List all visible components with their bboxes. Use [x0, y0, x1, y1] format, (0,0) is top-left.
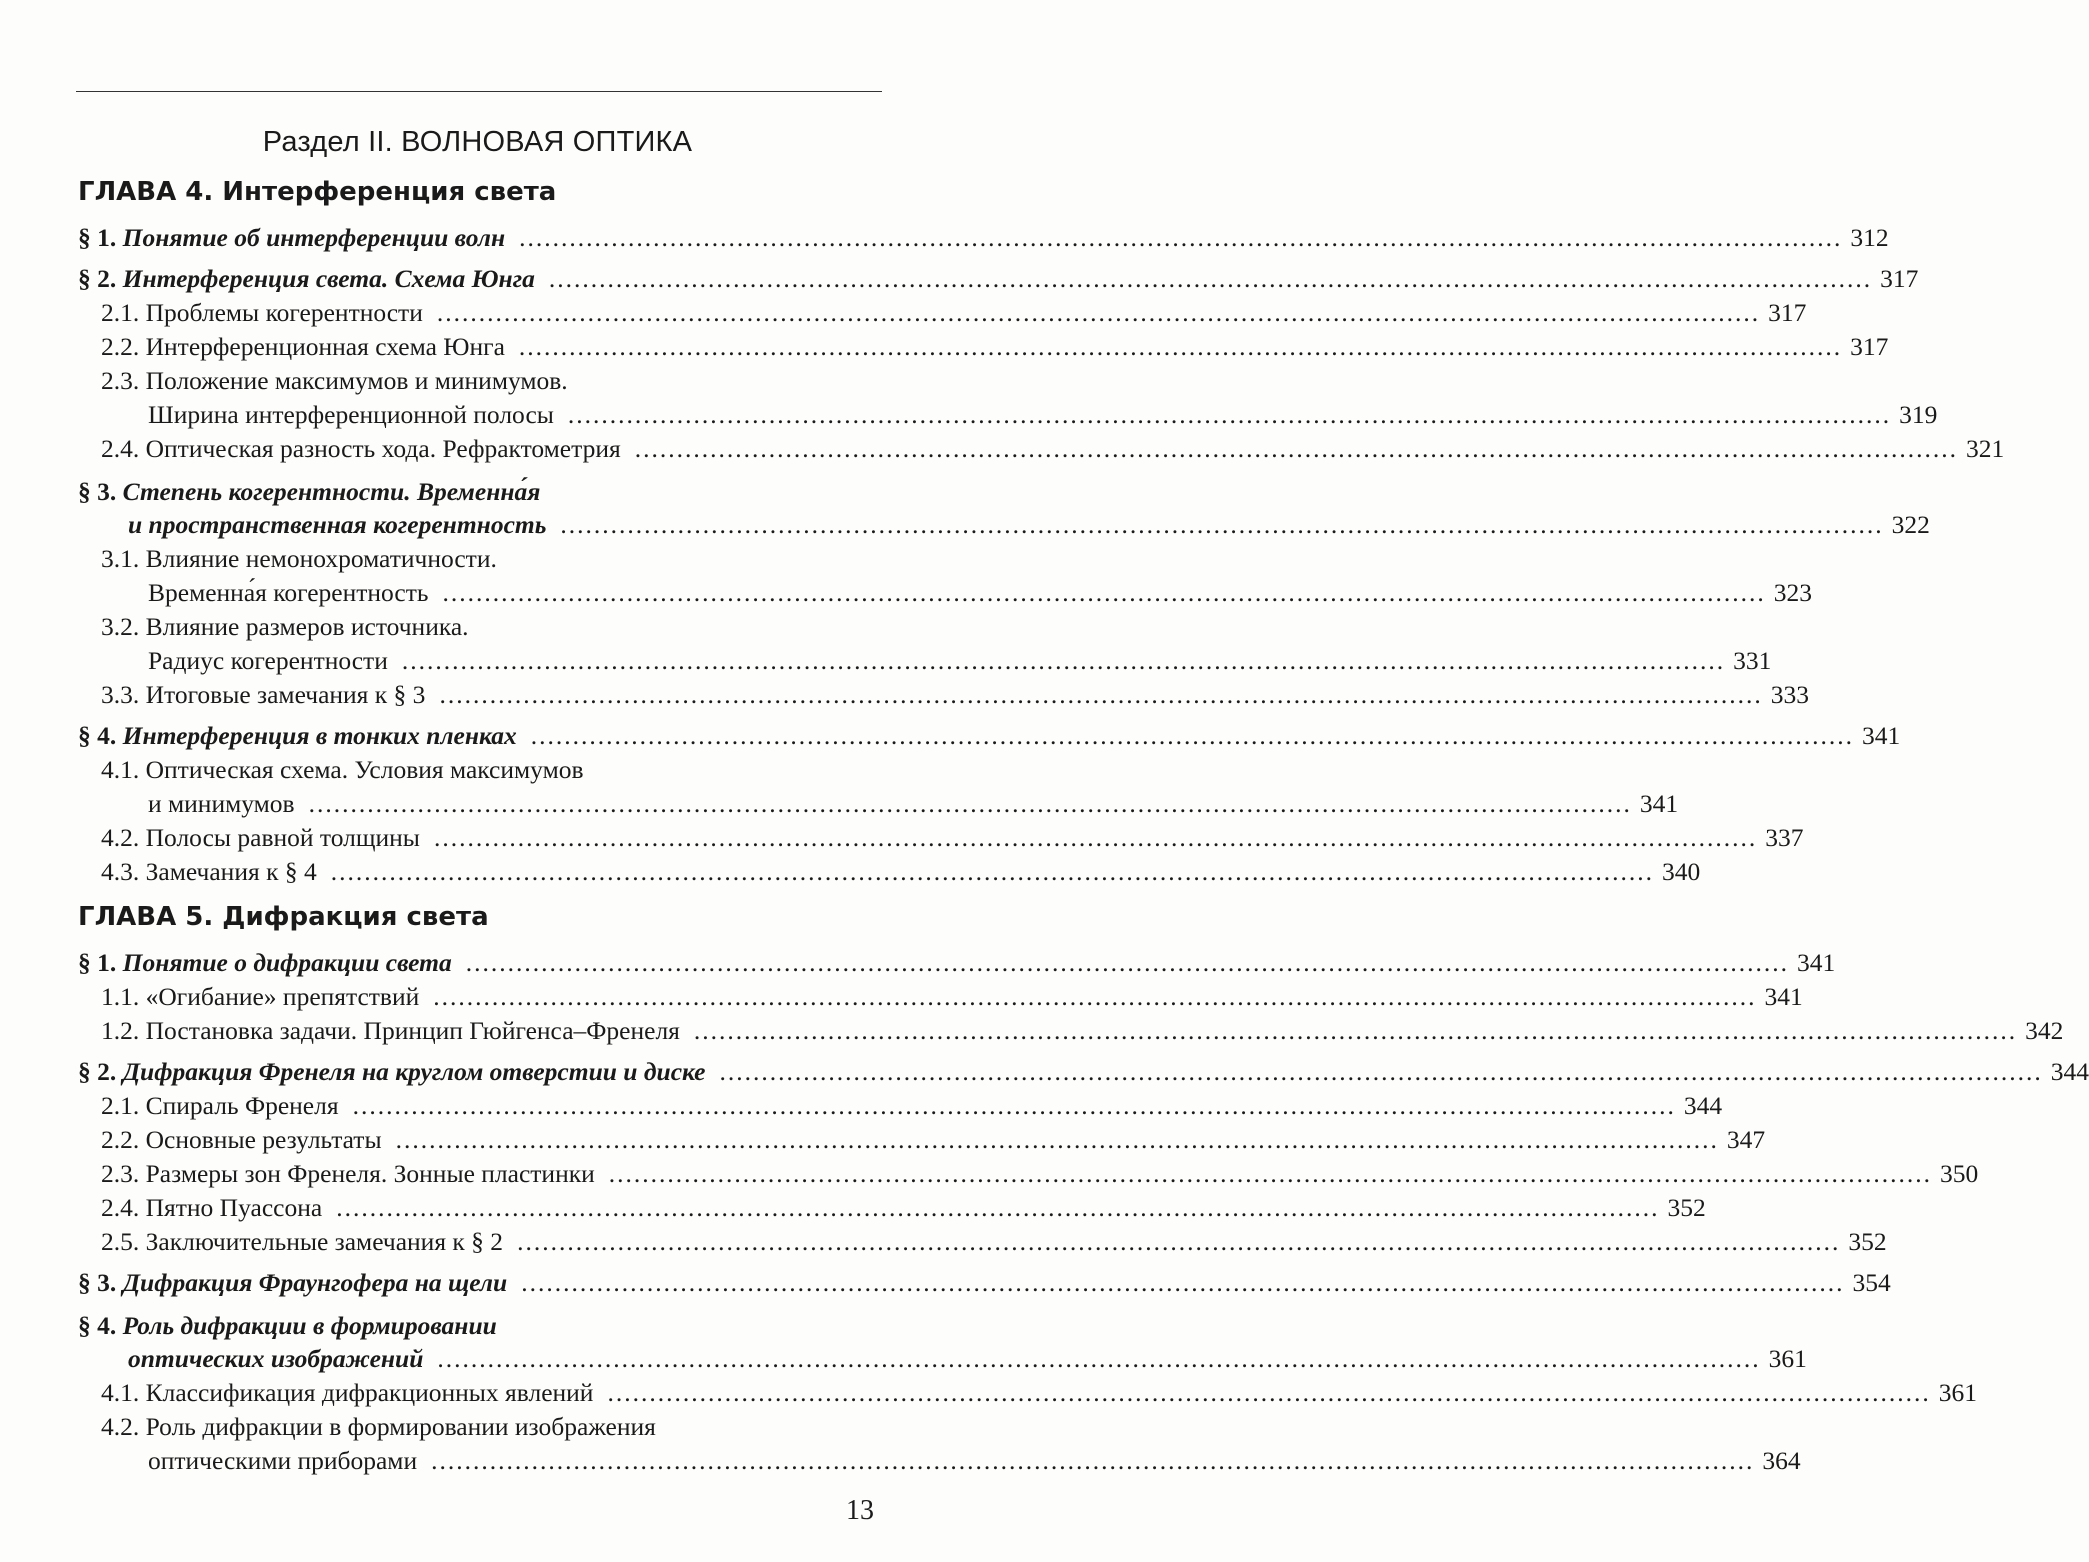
- entry-title: Радиус когерентности: [148, 646, 388, 675]
- chapter-4-heading: ГЛАВА 4. Интерференция света: [78, 177, 557, 207]
- leader-dots: [437, 297, 1760, 329]
- toc-entry-ch5-s2[interactable]: [0, 1056, 2089, 1088]
- section-number: § 3.: [78, 1268, 117, 1297]
- page-ref: 322: [1891, 510, 1930, 539]
- page-ref: 319: [1899, 400, 1938, 429]
- toc-entry-ch4-4-1[interactable]: [0, 788, 1679, 820]
- page-ref: 341: [1764, 982, 1803, 1011]
- leader-dots: [331, 856, 1654, 888]
- toc-entry-ch5-s4[interactable]: [0, 1343, 1807, 1375]
- toc-entry-ch4-4-1-line1: 4.1. Оптическая схема. Условия максимумов: [101, 755, 584, 784]
- toc-entry-ch4-3-3[interactable]: [0, 679, 1809, 711]
- leader-dots: [431, 1445, 1754, 1477]
- leader-dots: [560, 509, 1883, 541]
- toc-entry-ch4-2-2[interactable]: [0, 331, 1889, 363]
- leader-dots: [434, 822, 1757, 854]
- page-ref: 350: [1940, 1159, 1979, 1188]
- section-title-text: и пространственная когерентность: [128, 510, 547, 539]
- page-number: 13: [846, 1495, 874, 1526]
- leader-dots: [309, 788, 1632, 820]
- toc-entry-ch5-2-1[interactable]: [0, 1090, 1723, 1122]
- toc-entry-ch5-2-3[interactable]: [0, 1158, 1979, 1190]
- section-title-text: Степень когерентности. Временна́я: [122, 477, 541, 506]
- toc-entry-ch4-s1[interactable]: [0, 222, 1889, 254]
- leader-dots: [519, 331, 1842, 363]
- page-ref: 344: [2050, 1057, 2089, 1086]
- leader-dots: [336, 1192, 1659, 1224]
- entry-title: Ширина интерференционной полосы: [148, 400, 554, 429]
- page-ref: 341: [1862, 721, 1901, 750]
- leader-dots: [531, 720, 1854, 752]
- leader-dots: [466, 947, 1789, 979]
- page-ref: 352: [1848, 1227, 1887, 1256]
- section-number: § 2.: [78, 1057, 117, 1086]
- page-ref: 323: [1773, 578, 1813, 607]
- leader-dots: [609, 1158, 1932, 1190]
- page-ref: 337: [1765, 823, 1804, 852]
- section-number: § 1.: [78, 223, 117, 252]
- entry-title: 2.4. Пятно Пуассона: [101, 1193, 323, 1222]
- toc-entry-ch4-2-3-line1: 2.3. Положение максимумов и минимумов.: [101, 366, 568, 395]
- section-title-text: Интерференция в тонких пленках: [122, 721, 517, 750]
- toc-entry-ch5-s1[interactable]: [0, 947, 1836, 979]
- section-title-text: оптических изображений: [128, 1344, 424, 1373]
- page-ref: 321: [1965, 434, 2005, 463]
- section-number: § 2.: [78, 264, 117, 293]
- toc-entry-ch4-s3[interactable]: [0, 509, 1930, 541]
- toc-entry-ch5-1-2[interactable]: [0, 1015, 2064, 1047]
- toc-entry-ch4-2-3[interactable]: [0, 399, 1938, 431]
- toc-entry-ch4-4-3[interactable]: [0, 856, 1701, 888]
- leader-dots: [439, 679, 1762, 711]
- entry-title: оптическими приборами: [148, 1446, 418, 1475]
- leader-dots: [607, 1377, 1930, 1409]
- leader-dots: [549, 263, 1872, 295]
- page-ref: 344: [1683, 1091, 1723, 1120]
- toc-entry-ch4-4-2[interactable]: [0, 822, 1804, 854]
- toc-entry-ch4-s3-line1: [78, 476, 540, 508]
- top-rule: [76, 91, 882, 92]
- page-ref: 312: [1850, 223, 1889, 252]
- leader-dots: [443, 577, 1766, 609]
- page-ref: 317: [1850, 332, 1889, 361]
- toc-entry-ch4-3-2[interactable]: [0, 645, 1772, 677]
- page-ref: 347: [1726, 1125, 1766, 1154]
- entry-title: 2.1. Проблемы когерентности: [101, 298, 423, 327]
- toc-entry-ch5-2-5[interactable]: [0, 1226, 1887, 1258]
- page-ref: 317: [1768, 298, 1807, 327]
- entry-title: 2.2. Основные результаты: [101, 1125, 382, 1154]
- leader-dots: [568, 399, 1891, 431]
- section-title-text: Интерференция света. Схема Юнга: [122, 264, 535, 293]
- toc-entry-ch4-s2[interactable]: [0, 263, 1919, 295]
- entry-title: 4.3. Замечания к § 4: [101, 857, 317, 886]
- leader-dots: [694, 1015, 2017, 1047]
- page-ref: 333: [1770, 680, 1809, 709]
- toc-entry-ch4-3-1-line1: 3.1. Влияние немонохроматичности.: [101, 544, 497, 573]
- section-title-text: Роль дифракции в формировании: [122, 1311, 497, 1340]
- page-ref: 342: [2025, 1016, 2064, 1045]
- page-ref: 341: [1639, 789, 1679, 818]
- entry-title: 1.1. «Огибание» препятствий: [101, 982, 420, 1011]
- page-ref: 341: [1796, 948, 1836, 977]
- section-number: § 3.: [78, 477, 117, 506]
- page-ref: 331: [1733, 646, 1772, 675]
- leader-dots: [433, 981, 1756, 1013]
- entry-title: 4.2. Полосы равной толщины: [101, 823, 420, 852]
- toc-entry-ch5-2-4[interactable]: [0, 1192, 1706, 1224]
- page-ref: 361: [1768, 1344, 1807, 1373]
- section-title: Раздел II. ВОЛНОВАЯ ОПТИКА: [262, 126, 693, 158]
- entry-title: 3.3. Итоговые замечания к § 3: [101, 680, 426, 709]
- chapter-5-heading: ГЛАВА 5. Дифракция света: [78, 902, 489, 932]
- toc-entry-ch5-4-1[interactable]: [0, 1377, 1977, 1409]
- leader-dots: [402, 645, 1725, 677]
- toc-entry-ch4-2-4[interactable]: [0, 433, 2005, 465]
- section-title-text: Понятие о дифракции света: [122, 948, 452, 977]
- section-title-text: Дифракция Фраунгофера на щели: [122, 1268, 508, 1297]
- leader-dots: [437, 1343, 1760, 1375]
- toc-entry-ch5-2-2[interactable]: [0, 1124, 1766, 1156]
- toc-entry-ch5-4-2[interactable]: [0, 1445, 1801, 1477]
- page-ref: 317: [1880, 264, 1919, 293]
- leader-dots: [720, 1056, 2043, 1088]
- page-ref: 354: [1852, 1268, 1891, 1297]
- page-ref: 361: [1938, 1378, 1977, 1407]
- toc-entry-ch5-s4-line1: [78, 1310, 497, 1342]
- toc-entry-ch4-3-1[interactable]: [0, 577, 1813, 609]
- section-title-text: Дифракция Френеля на круглом отверстии и диске: [122, 1057, 706, 1086]
- page-ref: 364: [1762, 1446, 1801, 1475]
- leader-dots: [521, 1267, 1844, 1299]
- toc-entry-ch5-4-2-line1: 4.2. Роль дифракции в формировании изображения: [101, 1412, 656, 1441]
- toc-entry-ch4-3-2-line1: 3.2. Влияние размеров источника.: [101, 612, 469, 641]
- entry-title: 2.1. Спираль Френеля: [101, 1091, 339, 1120]
- section-number: § 4.: [78, 1311, 117, 1340]
- section-number: § 4.: [78, 721, 117, 750]
- leader-dots: [517, 1226, 1840, 1258]
- page-ref: 340: [1661, 857, 1701, 886]
- leader-dots: [635, 433, 1958, 465]
- section-number: § 1.: [78, 948, 117, 977]
- entry-title: Временна́я когерентность: [148, 578, 429, 607]
- section-title-text: Понятие об интерференции волн: [122, 223, 506, 252]
- page-ref: 352: [1667, 1193, 1706, 1222]
- entry-title: 2.3. Размеры зон Френеля. Зонные пластинки: [101, 1159, 595, 1188]
- entry-title: 2.5. Заключительные замечания к § 2: [101, 1227, 504, 1256]
- toc-entry-ch5-s3[interactable]: [0, 1267, 1891, 1299]
- toc-entry-ch5-1-1[interactable]: [0, 981, 1803, 1013]
- entry-title: и минимумов: [148, 789, 295, 818]
- entry-title: 2.4. Оптическая разность хода. Рефрактометрия: [101, 434, 621, 463]
- entry-title: 4.1. Классификация дифракционных явлений: [101, 1378, 594, 1407]
- leader-dots: [396, 1124, 1719, 1156]
- toc-entry-ch4-2-1[interactable]: [0, 297, 1807, 329]
- toc-entry-ch4-s4[interactable]: [0, 720, 1901, 752]
- entry-title: 2.2. Интерференционная схема Юнга: [101, 332, 505, 361]
- leader-dots: [353, 1090, 1676, 1122]
- entry-title: 1.2. Постановка задачи. Принцип Гюйгенса–Френеля: [101, 1016, 680, 1045]
- leader-dots: [519, 222, 1842, 254]
